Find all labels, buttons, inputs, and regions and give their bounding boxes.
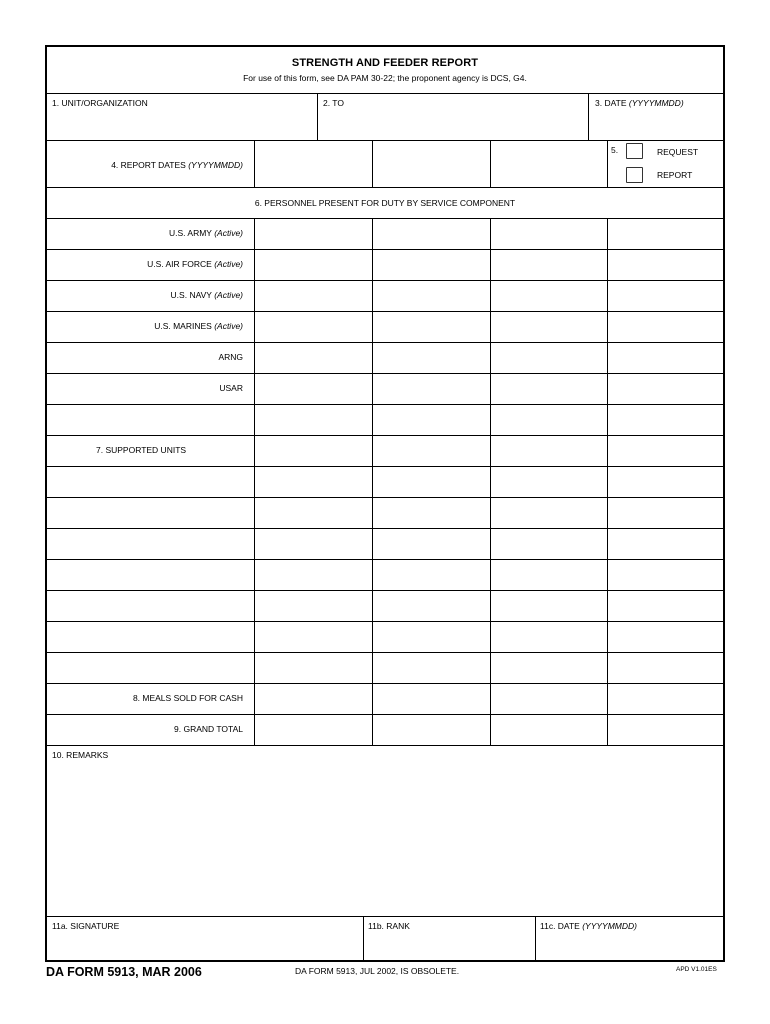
obsolete-notice: DA FORM 5913, JUL 2002, IS OBSOLETE. (295, 966, 460, 976)
table-row (47, 714, 723, 745)
count-cell[interactable] (491, 373, 607, 404)
table-row (47, 311, 723, 342)
unit-name-cell[interactable] (47, 497, 253, 528)
count-cell[interactable] (608, 249, 723, 280)
count-cell[interactable] (491, 218, 607, 249)
count-cell[interactable] (373, 280, 490, 311)
count-cell[interactable] (608, 683, 723, 714)
date-label: 3. DATE (YYYYMMDD) (595, 98, 684, 108)
count-cell[interactable] (491, 652, 607, 683)
table-row (47, 652, 723, 683)
count-cell[interactable] (373, 311, 490, 342)
unit-name-cell[interactable] (47, 590, 253, 621)
table-row (47, 218, 723, 249)
count-cell[interactable] (491, 683, 607, 714)
supported-units-label: 7. SUPPORTED UNITS (96, 445, 187, 455)
count-cell[interactable] (491, 342, 607, 373)
count-cell[interactable] (255, 652, 372, 683)
count-cell[interactable] (608, 280, 723, 311)
unit-name-cell[interactable] (47, 559, 253, 590)
component-qualifier: (Active) (214, 228, 243, 238)
count-cell[interactable] (491, 404, 607, 435)
count-cell[interactable] (491, 435, 607, 466)
component-name: U.S. MARINES (154, 321, 212, 331)
report-date-extra[interactable] (491, 141, 607, 187)
personnel-heading: 6. PERSONNEL PRESENT FOR DUTY BY SERVICE COMPONENT (254, 198, 516, 208)
unit-name-cell[interactable] (47, 404, 253, 435)
count-cell[interactable] (373, 590, 490, 621)
count-cell[interactable] (608, 590, 723, 621)
count-cell[interactable] (373, 683, 490, 714)
unit-organization-label: 1. UNIT/ORGANIZATION (52, 98, 148, 108)
count-cell[interactable] (255, 621, 372, 652)
table-row (47, 559, 723, 590)
table-row (47, 280, 723, 311)
count-cell[interactable] (491, 528, 607, 559)
form-identifier: DA FORM 5913, MAR 2006 (46, 965, 202, 979)
count-cell[interactable] (608, 652, 723, 683)
divider (47, 187, 723, 188)
signature-date-label: 11c. DATE (YYYYMMDD) (540, 921, 637, 931)
count-cell[interactable] (373, 249, 490, 280)
signature-label: 11a. SIGNATURE (52, 921, 120, 931)
count-cell[interactable] (608, 373, 723, 404)
table-row (47, 621, 723, 652)
count-cell[interactable] (491, 621, 607, 652)
table-row (47, 466, 723, 497)
count-cell[interactable] (255, 435, 372, 466)
count-cell[interactable] (608, 559, 723, 590)
count-cell[interactable] (608, 404, 723, 435)
count-cell[interactable] (255, 683, 372, 714)
item5-label: 5. (611, 145, 619, 155)
count-cell[interactable] (373, 714, 490, 745)
rank-label: 11b. RANK (368, 921, 410, 931)
count-cell[interactable] (491, 497, 607, 528)
component-label (47, 352, 243, 362)
count-cell[interactable] (373, 404, 490, 435)
count-cell[interactable] (608, 714, 723, 745)
report-dates-label: 4. REPORT DATES (YYYYMMDD) (111, 160, 243, 170)
signature-field[interactable] (47, 917, 363, 962)
component-label (47, 259, 243, 269)
component-label (47, 321, 243, 331)
remarks-label: 10. REMARKS (52, 750, 109, 760)
form-title: STRENGTH AND FEEDER REPORT (291, 57, 479, 69)
count-cell[interactable] (255, 342, 372, 373)
count-cell[interactable] (255, 249, 372, 280)
count-cell[interactable] (608, 218, 723, 249)
table-row (47, 404, 723, 435)
count-cell[interactable] (608, 342, 723, 373)
component-qualifier: (Active) (214, 290, 243, 300)
count-cell[interactable] (255, 528, 372, 559)
count-cell[interactable] (373, 373, 490, 404)
unit-name-cell[interactable] (47, 652, 253, 683)
count-cell[interactable] (373, 497, 490, 528)
to-field[interactable] (318, 94, 588, 140)
component-label (47, 383, 243, 393)
count-cell[interactable] (255, 559, 372, 590)
component-qualifier: (Active) (214, 259, 243, 269)
count-cell[interactable] (373, 559, 490, 590)
count-cell[interactable] (491, 590, 607, 621)
request-label: REQUEST (657, 147, 699, 157)
meals-label: 8. MEALS SOLD FOR CASH (132, 693, 243, 703)
count-cell[interactable] (373, 652, 490, 683)
component-name: U.S. NAVY (170, 290, 212, 300)
count-cell[interactable] (608, 466, 723, 497)
table-row (47, 683, 723, 714)
count-cell[interactable] (373, 528, 490, 559)
component-name: U.S. AIR FORCE (147, 259, 212, 269)
grand-total-label: 9. GRAND TOTAL (174, 724, 243, 734)
count-cell[interactable] (608, 528, 723, 559)
count-cell[interactable] (491, 249, 607, 280)
unit-name-cell[interactable] (47, 621, 253, 652)
form-subtitle: For use of this form, see DA PAM 30-22; the proponent agency is DCS, G4. (243, 73, 527, 83)
count-cell[interactable] (373, 342, 490, 373)
component-name: U.S. ARMY (168, 228, 212, 238)
count-cell[interactable] (255, 714, 372, 745)
component-name: ARNG (218, 352, 243, 362)
to-label: 2. TO (323, 98, 344, 108)
component-label (47, 228, 243, 238)
count-cell[interactable] (373, 435, 490, 466)
unit-organization-field[interactable] (47, 94, 317, 140)
unit-name-cell[interactable] (47, 466, 253, 497)
table-row (47, 528, 723, 559)
request-checkbox[interactable] (626, 143, 643, 159)
table-row (47, 373, 723, 404)
table-row (47, 497, 723, 528)
count-cell[interactable] (255, 466, 372, 497)
count-cell[interactable] (491, 280, 607, 311)
count-cell[interactable] (491, 311, 607, 342)
table-row (47, 590, 723, 621)
report-date-end[interactable] (373, 141, 490, 187)
count-cell[interactable] (255, 311, 372, 342)
count-cell[interactable] (608, 435, 723, 466)
table-row (47, 435, 723, 466)
count-cell[interactable] (255, 590, 372, 621)
component-qualifier: (Active) (214, 321, 243, 331)
component-name: USAR (219, 383, 243, 393)
unit-name-cell[interactable] (47, 528, 253, 559)
component-label (47, 290, 243, 300)
divider (607, 141, 608, 187)
count-cell[interactable] (491, 466, 607, 497)
report-date-start[interactable] (255, 141, 372, 187)
count-cell[interactable] (255, 280, 372, 311)
count-cell[interactable] (255, 373, 372, 404)
count-cell[interactable] (255, 404, 372, 435)
count-cell[interactable] (373, 218, 490, 249)
count-cell[interactable] (255, 218, 372, 249)
count-cell[interactable] (608, 311, 723, 342)
date-field[interactable] (589, 94, 725, 140)
count-cell[interactable] (608, 497, 723, 528)
table-row (47, 342, 723, 373)
count-cell[interactable] (608, 621, 723, 652)
count-cell[interactable] (373, 466, 490, 497)
signature-date-field[interactable] (536, 917, 723, 962)
count-cell[interactable] (255, 497, 372, 528)
report-label: REPORT (657, 170, 693, 180)
apd-version: APD V1.01ES (676, 966, 717, 973)
rank-field[interactable] (364, 917, 535, 962)
da-form-5913 (45, 45, 725, 962)
table-row (47, 249, 723, 280)
count-cell[interactable] (491, 559, 607, 590)
count-cell[interactable] (373, 621, 490, 652)
remarks-field[interactable] (47, 746, 723, 916)
count-cell[interactable] (491, 714, 607, 745)
report-checkbox[interactable] (626, 167, 643, 183)
